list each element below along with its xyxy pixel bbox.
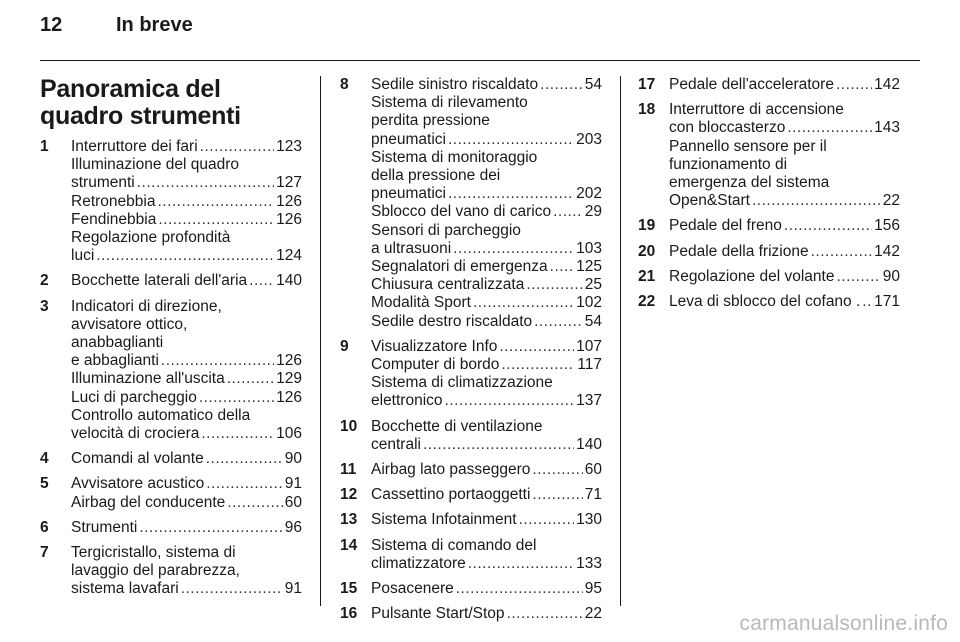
entry-line bbox=[71, 475, 302, 493]
page-ref[interactable]: 126 bbox=[276, 352, 302, 370]
entry-line bbox=[371, 240, 602, 258]
entry-line bbox=[71, 334, 302, 352]
page-ref[interactable]: 130 bbox=[576, 511, 602, 529]
entry-line bbox=[371, 392, 602, 410]
entry-line bbox=[371, 222, 602, 240]
entry-text: Controllo automatico della bbox=[71, 406, 251, 424]
entry-line bbox=[669, 138, 900, 156]
entry-text: Open&Start bbox=[669, 192, 750, 210]
page-ref[interactable]: 22 bbox=[882, 192, 900, 210]
entry-line bbox=[371, 605, 602, 623]
dot-leader bbox=[249, 272, 274, 290]
item-number: 12 bbox=[340, 486, 358, 504]
entry-line bbox=[669, 192, 900, 210]
index-group bbox=[340, 511, 602, 529]
entry-text: Bocchette di ventilazione bbox=[371, 417, 543, 435]
entry-text: Chiusura centralizzata bbox=[371, 276, 525, 294]
column-divider bbox=[320, 76, 321, 606]
item-entries bbox=[371, 76, 602, 331]
entry-text: emergenza del sistema bbox=[669, 174, 830, 192]
entry-line bbox=[371, 203, 602, 221]
entry-text: strumenti bbox=[71, 174, 135, 192]
page-ref[interactable]: 142 bbox=[874, 242, 900, 260]
item-entries bbox=[371, 605, 602, 623]
dot-leader bbox=[811, 243, 873, 261]
item-number: 22 bbox=[638, 293, 656, 311]
dot-leader bbox=[199, 389, 274, 407]
item-entries bbox=[71, 272, 302, 290]
entry-text: Sistema di monitoraggio bbox=[371, 148, 538, 166]
entry-text: Regolazione del volante bbox=[669, 267, 835, 285]
dot-leader bbox=[423, 436, 574, 454]
entry-line bbox=[71, 272, 302, 290]
entry-text: avvisatore ottico, bbox=[71, 315, 188, 333]
entry-text: Bocchette laterali dell'aria bbox=[71, 272, 248, 290]
entry-line bbox=[71, 352, 302, 370]
page-ref[interactable]: 102 bbox=[576, 294, 602, 312]
entry-text: Indicatori di direzione, bbox=[71, 297, 222, 315]
item-entries bbox=[371, 511, 602, 529]
entry-line bbox=[71, 544, 302, 562]
item-number: 11 bbox=[340, 461, 357, 479]
entry-line bbox=[371, 94, 602, 112]
dot-leader bbox=[534, 313, 583, 331]
page-ref[interactable]: 202 bbox=[576, 185, 602, 203]
dot-leader bbox=[137, 174, 274, 192]
entry-line bbox=[669, 293, 900, 311]
entry-line bbox=[71, 494, 302, 512]
entry-text: Illuminazione del quadro bbox=[71, 156, 240, 174]
dot-leader bbox=[161, 352, 274, 370]
page-ref[interactable]: 90 bbox=[882, 267, 900, 285]
entry-text: Sistema di comando del bbox=[371, 536, 537, 554]
index-group bbox=[340, 605, 602, 623]
index-group bbox=[638, 243, 900, 261]
dot-leader bbox=[553, 203, 583, 221]
entry-line bbox=[669, 217, 900, 235]
dot-leader bbox=[139, 519, 282, 537]
entry-line bbox=[669, 76, 900, 94]
index-group bbox=[40, 475, 302, 511]
entry-line bbox=[371, 76, 602, 94]
item-number: 14 bbox=[340, 536, 358, 554]
index-group bbox=[638, 217, 900, 235]
entry-text: della pressione dei bbox=[371, 167, 501, 185]
item-number: 3 bbox=[40, 297, 49, 315]
entry-line bbox=[71, 211, 302, 229]
item-number: 8 bbox=[340, 76, 349, 93]
entry-line bbox=[71, 247, 302, 265]
column-3 bbox=[638, 76, 900, 318]
entry-line bbox=[71, 389, 302, 407]
dot-leader bbox=[157, 193, 274, 211]
dot-leader bbox=[453, 240, 574, 258]
dot-leader bbox=[201, 425, 274, 443]
entry-text: Cassettino portaoggetti bbox=[371, 486, 531, 504]
page-ref[interactable]: 143 bbox=[874, 119, 900, 137]
entry-line bbox=[71, 580, 302, 598]
item-number: 6 bbox=[40, 518, 49, 536]
entry-text: Luci di parcheggio bbox=[71, 388, 197, 406]
entry-text: Pedale della frizione bbox=[669, 242, 809, 260]
dot-leader bbox=[526, 276, 582, 294]
item-number: 5 bbox=[40, 475, 49, 493]
entry-text: elettronico bbox=[371, 392, 443, 410]
page-ref[interactable]: 107 bbox=[576, 337, 602, 355]
item-entries bbox=[71, 544, 302, 599]
item-entries bbox=[71, 475, 302, 511]
item-entries bbox=[669, 293, 900, 311]
entry-text: anabbaglianti bbox=[71, 334, 164, 352]
index-group bbox=[340, 537, 602, 573]
entry-text: Computer di bordo bbox=[371, 356, 500, 374]
entry-line bbox=[71, 519, 302, 537]
index-group bbox=[340, 338, 602, 411]
dot-leader bbox=[532, 461, 582, 479]
dot-leader bbox=[862, 293, 872, 311]
page-ref[interactable]: 91 bbox=[284, 475, 302, 493]
entry-text: pneumatici bbox=[371, 130, 446, 148]
index-group bbox=[40, 138, 302, 265]
dot-leader bbox=[507, 605, 583, 623]
entry-line bbox=[669, 174, 900, 192]
entry-text: Regolazione profondità bbox=[71, 229, 231, 247]
column-divider bbox=[620, 76, 621, 606]
page-ref[interactable]: 22 bbox=[584, 605, 602, 623]
entry-line bbox=[669, 268, 900, 286]
entry-text: Airbag del conducente bbox=[71, 493, 226, 511]
dot-leader bbox=[158, 211, 274, 229]
page-ref[interactable]: 140 bbox=[276, 272, 302, 290]
item-number: 15 bbox=[340, 580, 358, 598]
entry-text: Visualizzatore Info bbox=[371, 337, 498, 355]
page-ref[interactable]: 95 bbox=[584, 580, 602, 598]
entry-line bbox=[71, 407, 302, 425]
item-entries bbox=[371, 486, 602, 504]
index-group bbox=[40, 450, 302, 468]
index-group bbox=[638, 101, 900, 210]
item-number: 19 bbox=[638, 217, 656, 235]
entry-text: Modalità Sport bbox=[371, 294, 471, 312]
entry-line bbox=[71, 370, 302, 388]
index-group bbox=[40, 298, 302, 444]
page-ref[interactable]: 126 bbox=[276, 388, 302, 406]
entry-text: Tergicristallo, sistema di bbox=[71, 544, 236, 562]
entry-line bbox=[371, 167, 602, 185]
entry-text: Pedale dell'acceleratore bbox=[669, 76, 834, 93]
entry-text: perdita pressione bbox=[371, 112, 490, 130]
entry-line bbox=[71, 562, 302, 580]
entry-text: Sensori di parcheggio bbox=[371, 221, 521, 239]
dot-leader bbox=[206, 450, 283, 468]
page-ref[interactable]: 117 bbox=[577, 356, 602, 374]
entry-text: luci bbox=[71, 247, 95, 265]
page-ref[interactable]: 129 bbox=[276, 370, 302, 388]
index-group bbox=[40, 519, 302, 537]
entry-line bbox=[371, 276, 602, 294]
index-group bbox=[340, 580, 602, 598]
entry-text: sistema lavafari bbox=[71, 580, 179, 598]
entry-text: velocità di crociera bbox=[71, 425, 200, 443]
page-ref[interactable]: 142 bbox=[874, 76, 900, 93]
index-group bbox=[340, 76, 602, 331]
entry-text: Interruttore di accensione bbox=[669, 101, 844, 119]
item-number: 17 bbox=[638, 76, 656, 93]
dot-leader bbox=[752, 192, 881, 210]
item-entries bbox=[71, 450, 302, 468]
column-2 bbox=[340, 76, 602, 630]
dot-leader bbox=[473, 294, 574, 312]
item-entries bbox=[669, 101, 900, 210]
entry-text: a ultrasuoni bbox=[371, 239, 452, 257]
dot-leader bbox=[784, 217, 872, 235]
item-entries bbox=[669, 217, 900, 235]
dot-leader bbox=[540, 76, 583, 94]
dot-leader bbox=[499, 338, 574, 356]
dot-leader bbox=[227, 370, 274, 388]
page-ref[interactable]: 91 bbox=[284, 580, 302, 598]
index-group bbox=[638, 293, 900, 311]
entry-text: climatizzatore bbox=[371, 554, 466, 572]
entry-line bbox=[371, 436, 602, 454]
item-number: 4 bbox=[40, 450, 49, 468]
entry-text: Fendinebbia bbox=[71, 210, 157, 228]
entry-line bbox=[371, 580, 602, 598]
page-ref[interactable]: 71 bbox=[584, 486, 602, 504]
page-ref[interactable]: 137 bbox=[576, 392, 602, 410]
item-number: 13 bbox=[340, 511, 358, 529]
page-ref[interactable]: 156 bbox=[874, 217, 900, 235]
watermark: carmanualsonline.info bbox=[739, 612, 948, 635]
page-ref[interactable]: 103 bbox=[576, 239, 602, 257]
entry-text: Sistema di climatizzazione bbox=[371, 374, 553, 392]
page-ref[interactable]: 203 bbox=[576, 130, 602, 148]
page-number: 12 bbox=[40, 14, 63, 36]
index-group bbox=[340, 461, 602, 479]
dot-leader bbox=[836, 268, 880, 286]
entry-line bbox=[371, 185, 602, 203]
entry-line bbox=[371, 555, 602, 573]
entry-text: Sistema di rilevamento bbox=[371, 94, 528, 112]
entry-line bbox=[371, 511, 602, 529]
entry-line bbox=[371, 131, 602, 149]
page-ref[interactable]: 123 bbox=[276, 138, 302, 155]
entry-text: Sblocco del vano di carico bbox=[371, 203, 552, 221]
entry-text: Interruttore dei fari bbox=[71, 138, 198, 155]
dot-leader bbox=[96, 247, 274, 265]
entry-line bbox=[669, 119, 900, 137]
item-entries bbox=[371, 461, 602, 479]
entry-line bbox=[71, 174, 302, 192]
entry-line bbox=[71, 450, 302, 468]
dot-leader bbox=[200, 138, 274, 156]
entry-line bbox=[371, 356, 602, 374]
page-header bbox=[40, 14, 193, 37]
entry-line bbox=[71, 316, 302, 334]
dot-leader bbox=[532, 486, 582, 504]
page-ref[interactable]: 54 bbox=[584, 76, 602, 93]
item-number: 21 bbox=[638, 267, 656, 285]
entry-text: Sedile destro riscaldato bbox=[371, 312, 533, 330]
entry-line bbox=[669, 101, 900, 119]
item-number: 2 bbox=[40, 272, 49, 290]
entry-line bbox=[371, 294, 602, 312]
item-number: 1 bbox=[40, 138, 49, 155]
page-ref[interactable]: 60 bbox=[584, 461, 602, 479]
item-entries bbox=[71, 138, 302, 265]
entry-line bbox=[71, 425, 302, 443]
item-entries bbox=[71, 298, 302, 444]
page-ref[interactable]: 90 bbox=[284, 450, 302, 468]
entry-line bbox=[71, 156, 302, 174]
entry-line bbox=[371, 112, 602, 130]
entry-line bbox=[371, 486, 602, 504]
item-number: 7 bbox=[40, 544, 49, 562]
item-entries bbox=[669, 243, 900, 261]
entry-text: Comandi al volante bbox=[71, 450, 204, 468]
index-group bbox=[638, 268, 900, 286]
entry-text: e abbaglianti bbox=[71, 352, 159, 370]
entry-line bbox=[669, 243, 900, 261]
page-ref[interactable]: 124 bbox=[276, 247, 302, 265]
entry-text: Pedale del freno bbox=[669, 217, 782, 235]
item-number: 16 bbox=[340, 605, 358, 623]
entry-text: Segnalatori di emergenza bbox=[371, 258, 548, 276]
dot-leader bbox=[836, 76, 872, 94]
entry-text: Airbag lato passeggero bbox=[371, 461, 531, 479]
dot-leader bbox=[448, 131, 574, 149]
dot-leader bbox=[787, 119, 872, 137]
item-number: 10 bbox=[340, 417, 358, 435]
entry-line bbox=[669, 156, 900, 174]
dot-leader bbox=[550, 258, 574, 276]
entry-line bbox=[71, 229, 302, 247]
entry-text: pneumatici bbox=[371, 185, 446, 203]
entry-line bbox=[371, 461, 602, 479]
entry-line bbox=[371, 338, 602, 356]
entry-line bbox=[71, 193, 302, 211]
dot-leader bbox=[206, 475, 283, 493]
index-group bbox=[40, 544, 302, 599]
page-ref[interactable]: 127 bbox=[276, 174, 302, 192]
entry-text: funzionamento di bbox=[669, 155, 788, 173]
entry-line bbox=[71, 298, 302, 316]
page-ref[interactable]: 29 bbox=[584, 203, 602, 221]
page-ref[interactable]: 125 bbox=[576, 258, 602, 276]
page-ref[interactable]: 60 bbox=[284, 493, 302, 511]
index-group bbox=[40, 272, 302, 290]
item-number: 20 bbox=[638, 242, 656, 260]
page-ref[interactable]: 54 bbox=[584, 312, 602, 330]
page-ref[interactable]: 126 bbox=[276, 192, 302, 210]
item-entries bbox=[71, 519, 302, 537]
entry-line bbox=[371, 149, 602, 167]
entry-text: Illuminazione all'uscita bbox=[71, 370, 225, 388]
entry-text: Retronebbia bbox=[71, 192, 156, 210]
item-entries bbox=[669, 76, 900, 94]
entry-text: Leva di sblocco del cofano . bbox=[669, 293, 861, 311]
item-entries bbox=[669, 268, 900, 286]
header-rule bbox=[40, 60, 920, 61]
index-group bbox=[340, 418, 602, 454]
item-number: 9 bbox=[340, 337, 349, 355]
entry-line bbox=[371, 313, 602, 331]
item-number: 18 bbox=[638, 101, 656, 119]
section-title: Panoramica del quadro strumenti bbox=[40, 75, 241, 130]
dot-leader bbox=[468, 555, 574, 573]
item-entries bbox=[371, 418, 602, 454]
item-entries bbox=[371, 537, 602, 573]
entry-line bbox=[371, 374, 602, 392]
dot-leader bbox=[456, 580, 583, 598]
page-ref[interactable]: 106 bbox=[276, 425, 302, 443]
entry-text: Pulsante Start/Stop bbox=[371, 605, 505, 623]
entry-text: Pannello sensore per il bbox=[669, 137, 827, 155]
page-ref[interactable]: 126 bbox=[276, 210, 302, 228]
dot-leader bbox=[448, 185, 574, 203]
dot-leader bbox=[445, 392, 575, 410]
entry-text: centrali bbox=[371, 435, 421, 453]
entry-text: Sedile sinistro riscaldato bbox=[371, 76, 539, 93]
item-entries bbox=[371, 580, 602, 598]
page-ref[interactable]: 171 bbox=[874, 293, 900, 311]
dot-leader bbox=[501, 356, 575, 374]
entry-text: Strumenti bbox=[71, 518, 138, 536]
entry-text: lavaggio del parabrezza, bbox=[71, 562, 240, 580]
entry-text: Sistema Infotainment bbox=[371, 511, 517, 529]
index-group bbox=[638, 76, 900, 94]
item-entries bbox=[371, 338, 602, 411]
entry-line bbox=[371, 418, 602, 436]
entry-text: Avvisatore acustico bbox=[71, 475, 205, 493]
dot-leader bbox=[181, 580, 283, 598]
entry-text: con bloccasterzo bbox=[669, 119, 786, 137]
entry-line bbox=[371, 258, 602, 276]
entry-line bbox=[71, 138, 302, 156]
dot-leader bbox=[519, 511, 575, 529]
entry-text: Posacenere bbox=[371, 580, 454, 598]
page-ref[interactable]: 140 bbox=[576, 435, 602, 453]
page-ref[interactable]: 96 bbox=[284, 518, 302, 536]
entry-line bbox=[371, 537, 602, 555]
page-ref[interactable]: 133 bbox=[576, 554, 602, 572]
chapter-title: In breve bbox=[116, 14, 193, 36]
column-1 bbox=[40, 76, 302, 606]
page-ref[interactable]: 25 bbox=[584, 276, 602, 294]
dot-leader bbox=[227, 494, 282, 512]
index-group bbox=[340, 486, 602, 504]
